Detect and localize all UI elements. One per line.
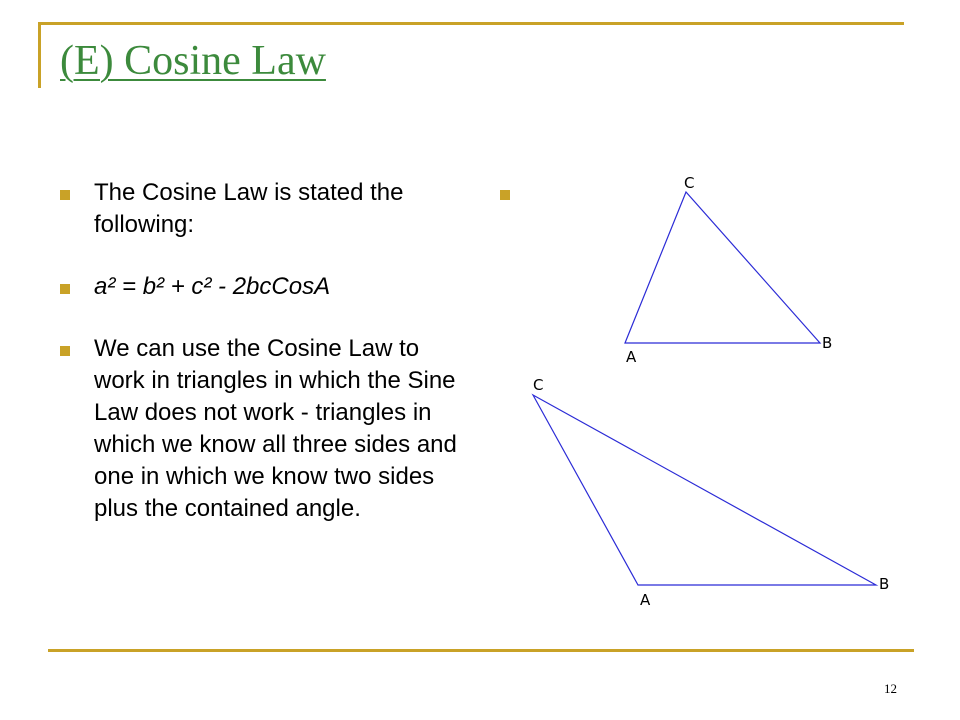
bullet-explanation: We can use the Cosine Law to work in triangles in which the Sine Law does not work - triangles in which we know all three sides and one in which we know two sides plus the contained angle.	[58, 333, 468, 525]
triangle-acute-label-c: C	[684, 174, 695, 192]
page-number: 12	[884, 681, 897, 696]
triangle-obtuse-shape	[533, 395, 876, 585]
triangle-obtuse-label-c: C	[533, 376, 544, 394]
triangle-acute-shape	[625, 192, 820, 343]
bullet-formula: a² = b² + c² - 2bcCosA	[58, 271, 468, 303]
triangle-acute	[625, 174, 832, 366]
empty-bullet-marker	[500, 190, 510, 200]
left-rule	[38, 22, 41, 88]
triangle-obtuse	[533, 376, 889, 609]
top-rule	[38, 22, 904, 25]
slide-title: (E) Cosine Law	[60, 38, 326, 84]
triangle-obtuse-label-a: A	[640, 591, 651, 609]
triangle-acute-label-b: B	[822, 334, 833, 352]
triangle-acute-label-a: A	[626, 348, 637, 366]
bullet-statement: The Cosine Law is stated the following:	[58, 177, 468, 241]
bullet-list	[58, 177, 468, 555]
triangle-obtuse-label-b: B	[879, 575, 890, 593]
bottom-rule	[48, 649, 914, 652]
